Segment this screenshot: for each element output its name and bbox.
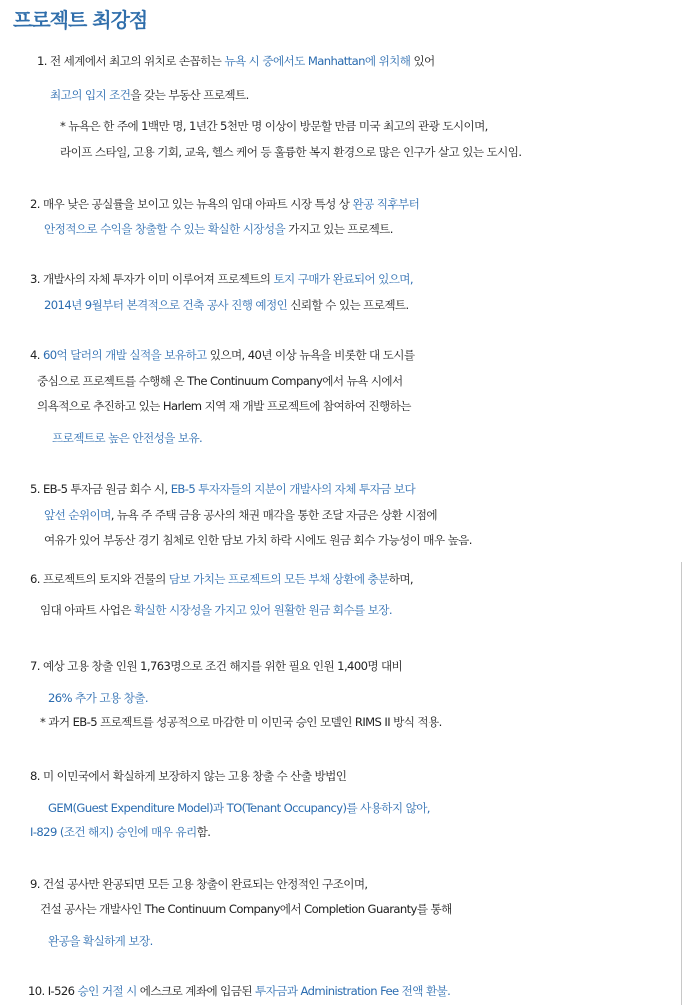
- body-text: 함.: [196, 825, 211, 839]
- highlight-text: 최고의 입지 조건: [50, 88, 131, 102]
- highlight-text: 안정적으로 수익을 창출할 수 있는 확실한 시장성을: [44, 222, 286, 236]
- item-9-line-2: [40, 901, 452, 917]
- item-7-line-3: [40, 714, 442, 730]
- highlight-text: 확실한 시장성을 가지고 있어 원활한 원금 회수를 보장.: [134, 603, 392, 617]
- item-1-line-4: [60, 144, 521, 160]
- body-text: 있으며, 40년 이상 뉴욕을 비롯한 대 도시를: [206, 348, 415, 362]
- highlight-text: 26% 추가 고용 창출.: [48, 691, 148, 705]
- highlight-text: 2014년 9월부터 본격적으로 건축 공사 진행 예정인: [44, 298, 288, 312]
- body-text: 을 갖는 부동산 프로젝트.: [130, 88, 249, 102]
- item-2-line-2: [44, 221, 393, 237]
- highlight-text: 담보 가치는 프로젝트의 모든 부채 상환에 충분: [168, 572, 389, 586]
- item-6-line-2: [40, 602, 392, 618]
- item-7-line-1: [30, 658, 402, 674]
- item-5-line-2: [44, 507, 437, 523]
- body-text: 3. 개발사의 자체 투자가 이미 이루어져 프로젝트의: [30, 272, 274, 286]
- body-text: 건설 공사는 개발사인 The Continuum Company에서 Completion Guaranty를 통해: [40, 902, 452, 916]
- body-text: 6. 프로젝트의 토지와 건물의: [30, 572, 169, 586]
- item-1-line-1: [37, 53, 435, 69]
- body-text: 중심으로 프로젝트를 수행해 온 The Continuum Company에서 뉴욕 시에서: [37, 374, 403, 388]
- item-4-line-4: [52, 430, 202, 446]
- highlight-text: 투자금과 Administration Fee 전액 환불.: [255, 984, 451, 998]
- body-text: 10. I-526: [28, 984, 78, 998]
- item-3-line-1: [30, 271, 413, 287]
- body-text: 라이프 스타일, 고용 기회, 교육, 헬스 케어 등 훌륭한 복지 환경으로 많은 인구가 살고 있는 도시임.: [60, 145, 522, 159]
- item-10-line-1: [28, 983, 450, 999]
- body-text: 임대 아파트 사업은: [40, 603, 135, 617]
- body-text: 1. 전 세계에서 최고의 위치로 손꼽히는: [37, 54, 225, 68]
- body-text: 에스크로 계좌에 입금된: [136, 984, 256, 998]
- item-5-line-3: [44, 532, 472, 548]
- body-text: 5. EB-5 투자금 원금 회수 시,: [30, 482, 171, 496]
- body-text: 의욕적으로 추진하고 있는 Harlem 지역 재 개발 프로젝트에 참여하여 진행하는: [37, 399, 411, 413]
- highlight-text: 완공을 확실하게 보장.: [48, 934, 153, 948]
- side-rule: [681, 562, 682, 1005]
- item-7-line-2: [48, 690, 148, 706]
- highlight-text: 프로젝트로 높은 안전성을 보유.: [52, 431, 203, 445]
- item-2-line-1: [30, 196, 419, 212]
- item-4-line-1: [30, 347, 415, 363]
- item-8-line-1: [30, 768, 346, 784]
- highlight-text: 완공 직후부터: [352, 197, 420, 211]
- highlight-text: 앞선 순위이며: [44, 508, 111, 522]
- item-9-line-3: [48, 933, 153, 949]
- highlight-text: GEM(Guest Expenditure Model)과 TO(Tenant Occupancy)를 사용하지 않아,: [48, 801, 430, 815]
- body-text: 7. 예상 고용 창출 인원 1,763명으로 조건 해지를 위한 필요 인원 1,400명 대비: [30, 659, 403, 673]
- body-text: 2. 매우 낮은 공실률을 보이고 있는 뉴욕의 임대 아파트 시장 특성 상: [30, 197, 353, 211]
- item-4-line-3: [37, 398, 411, 414]
- body-text: 있어: [410, 54, 435, 68]
- body-text: 신뢰할 수 있는 프로젝트.: [287, 298, 409, 312]
- item-3-line-2: [44, 297, 409, 313]
- highlight-text: EB-5 투자자들의 지분이 개발사의 자체 투자금 보다: [170, 482, 416, 496]
- highlight-text: 60억 달러의 개발 실적을 보유하고: [42, 348, 207, 362]
- body-text: 여유가 있어 부동산 경기 침체로 인한 담보 가치 하락 시에도 원금 회수 가능성이 매우 높음.: [44, 533, 472, 547]
- highlight-text: 승인 거절 시: [77, 984, 137, 998]
- body-text: 4.: [30, 348, 43, 362]
- body-text: , 뉴욕 주 주택 금융 공사의 채권 매각을 통한 조달 자금은 상환 시점에: [110, 508, 437, 522]
- item-5-line-1: [30, 481, 415, 497]
- item-4-line-2: [37, 373, 403, 389]
- item-8-line-3: [30, 824, 210, 840]
- body-text: 하며,: [388, 572, 414, 586]
- item-8-line-2: [48, 800, 430, 816]
- highlight-text: I-829 (조건 해지) 승인에 매우 유리: [30, 825, 197, 839]
- body-text: 9. 건설 공사만 완공되면 모든 고용 창출이 완료되는 안정적인 구조이며,: [30, 877, 368, 891]
- highlight-text: 뉴욕 시 중에서도 Manhattan에 위치해: [224, 54, 411, 68]
- body-text: 8. 미 이민국에서 확실하게 보장하지 않는 고용 창출 수 산출 방법인: [30, 769, 347, 783]
- page-title: 프로젝트 최강점: [13, 8, 148, 32]
- body-text: * 뉴욕은 한 주에 1백만 명, 1년간 5천만 명 이상이 방문할 만큼 미국 최고의 관광 도시이며,: [60, 119, 488, 133]
- item-6-line-1: [30, 571, 413, 587]
- item-1-line-2: [50, 87, 249, 103]
- item-9-line-1: [30, 876, 368, 892]
- highlight-text: 토지 구매가 완료되어 있으며,: [273, 272, 413, 286]
- body-text: 가지고 있는 프로젝트.: [285, 222, 393, 236]
- body-text: * 과거 EB-5 프로젝트를 성공적으로 마감한 미 이민국 승인 모델인 RIMS II 방식 적용.: [40, 715, 442, 729]
- item-1-line-3: [60, 118, 488, 134]
